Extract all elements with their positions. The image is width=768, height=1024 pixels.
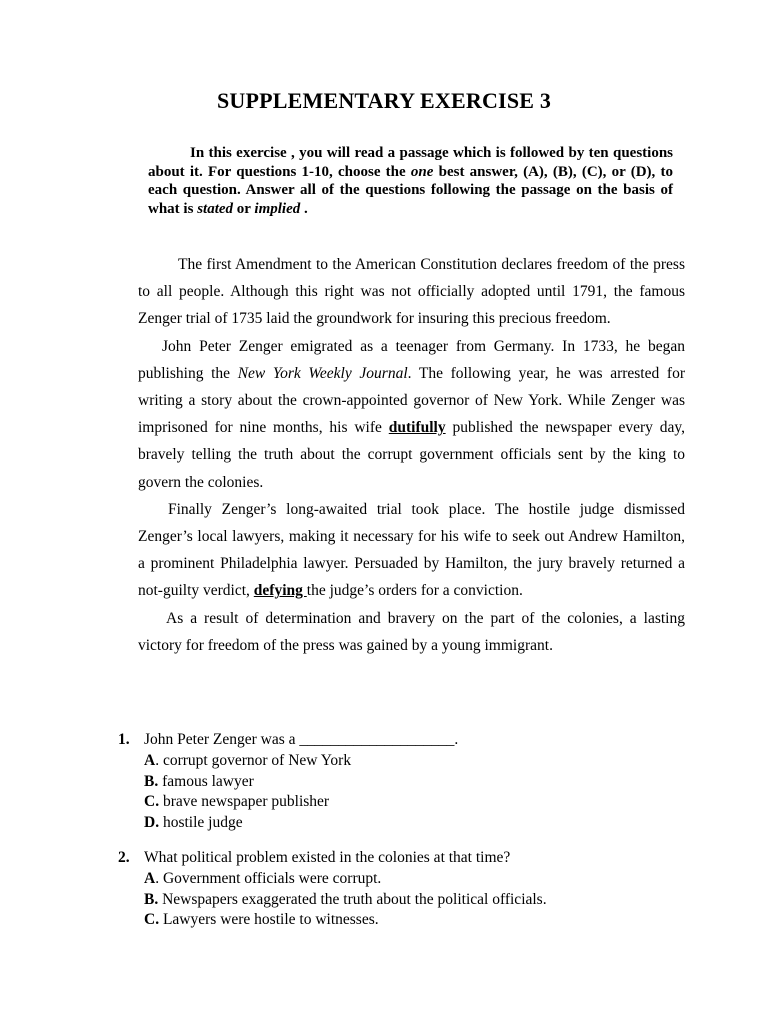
option-c[interactable]: C. brave newspaper publisher — [144, 793, 330, 811]
option-b[interactable]: B. Newspapers exaggerated the truth about the political officials. — [144, 890, 547, 908]
vocab-word-defying: defying — [253, 582, 307, 600]
journal-title: New York Weekly Journal — [237, 364, 408, 382]
emphasis-one: one — [410, 163, 434, 180]
emphasis-implied: implied — [254, 200, 301, 217]
question-1 — [118, 730, 458, 834]
page-title: SUPPLEMENTARY EXERCISE 3 — [216, 88, 552, 113]
option-b[interactable]: B. famous lawyer — [144, 772, 254, 790]
passage-paragraph-1: The first Amendment to the American Constitution declares freedom of the press to all people. Although this right was not officially adopted until 1791, the famous Zenger trial of 1735 laid the groundwork for insuring this precious freedom. — [138, 256, 685, 328]
passage-paragraph-4: As a result of determination and bravery on the part of the colonies, a lasting victory for freedom of the press was gained by a young immigrant. — [138, 609, 685, 654]
option-d[interactable]: D. hostile judge — [144, 814, 243, 832]
reading-passage — [138, 251, 685, 659]
passage-paragraph-3: Finally Zenger’s long-awaited trial took place. The hostile judge dismissed Zenger’s local lawyers, making it necessary for his wife to seek out Andrew Hamilton, a prominent Philadelphia lawyer. Persuaded by Hamilton, the jury bravely returned a not-guilty verdict, defying the judge’s orders for a conviction. — [138, 500, 685, 600]
vocab-word-dutifully: dutifully — [388, 419, 446, 437]
question-2 — [118, 848, 547, 931]
question-number: 2. — [118, 849, 130, 866]
instructions: In this exercise , you will read a passage which is followed by ten questions about it. For questions 1-10, choose the one best answer, (A), (B), (C), or (D), to each question. Answer all of the questions following the passage on the basis of what is stated or implied . — [148, 145, 673, 217]
emphasis-stated: stated — [197, 200, 234, 217]
question-stem: John Peter Zenger was a ____________________. — [144, 731, 459, 748]
question-stem: What political problem existed in the colonies at that time? — [144, 849, 511, 866]
question-number: 1. — [118, 731, 130, 748]
option-a[interactable]: A. Government officials were corrupt. — [144, 869, 382, 887]
passage-paragraph-2: John Peter Zenger emigrated as a teenager from Germany. In 1733, he began publishing the New York Weekly Journal. The following year, he was arrested for writing a story about the crown-appointed governor of New York. While Zenger was imprisoned for nine months, his wife dutifully published the newspaper every day, bravely telling the truth about the corrupt government officials sent by the king to govern the colonies. — [138, 337, 686, 491]
option-c[interactable]: C. Lawyers were hostile to witnesses. — [144, 911, 379, 929]
option-a[interactable]: A. corrupt governor of New York — [144, 751, 352, 769]
